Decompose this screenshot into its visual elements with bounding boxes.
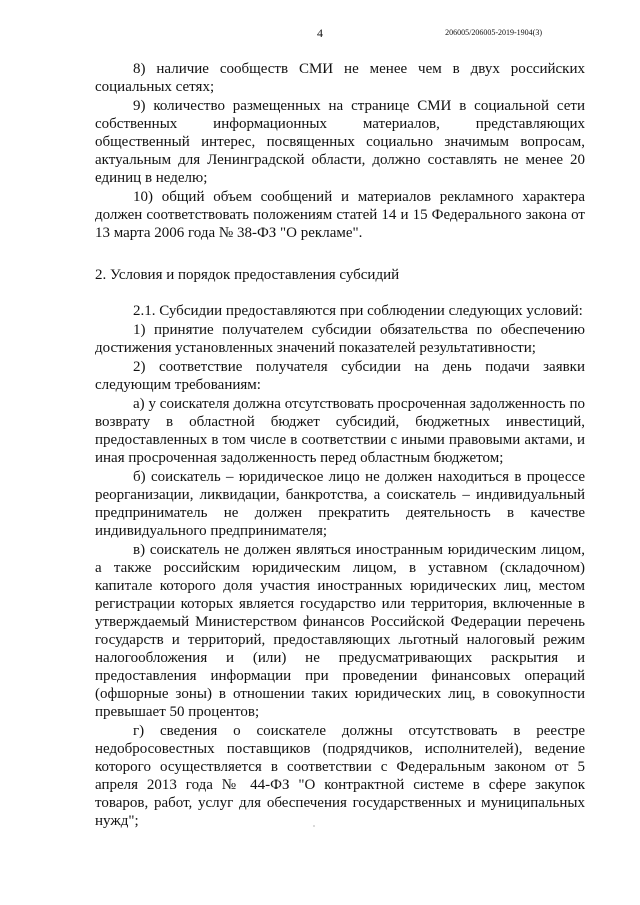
clause-2-1: 2.1. Субсидии предоставляются при соблюдении следующих условий: bbox=[133, 303, 583, 319]
item-10: 10) общий объем сообщений и материалов рекламного характера должен соответствовать положениям статей 14 и 15 Федерального закона от 13 марта 2006 года № 38-ФЗ "О рекламе". bbox=[95, 189, 585, 241]
clause-2-1-item-2: 2) соответствие получателя субсидии на день подачи заявки следующим требованиям: bbox=[95, 359, 585, 393]
subitem-a: а) у соискателя должна отсутствовать просроченная задолженность по возврату в областной бюджет субсидий, бюджетных инвестиций, предоставленных в том числе в соответствии с иными правовыми актами, и иная просроченная задолженность перед областным бюджетом; bbox=[95, 396, 585, 466]
scan-speck bbox=[313, 825, 315, 827]
document-body bbox=[95, 60, 585, 831]
clause-2-1-item-1: 1) принятие получателем субсидии обязательства по обеспечению достижения установленных значений показателей результативности; bbox=[95, 322, 585, 356]
section-2-heading: 2. Условия и порядок предоставления субсидий bbox=[95, 267, 400, 283]
item-9: 9) количество размещенных на странице СМИ в социальной сети собственных информационных материалов, представляющих общественный интерес, посвященных социально значимым вопросам, актуальным для Ленинградской области, должно составлять не менее 20 единиц в неделю; bbox=[95, 98, 585, 186]
item-8: 8) наличие сообществ СМИ не менее чем в двух российских социальных сетях; bbox=[95, 61, 585, 95]
subitem-b: б) соискатель – юридическое лицо не должен находиться в процессе реорганизации, ликвидации, банкротства, а соискатель – индивидуальный предприниматель не должен прекратить деятельность в качестве индивидуального предпринимателя; bbox=[95, 469, 585, 539]
document-code: 206005/206005-2019-1904(3) bbox=[445, 28, 542, 37]
subitem-g: г) сведения о соискателе должны отсутствовать в реестре недобросовестных поставщиков (подрядчиков, исполнителей), ведение которого осуществляется в соответствии с Федеральным законом от 5 апреля 2013 года № 44-ФЗ "О контрактной системе в сфере закупок товаров, работ, услуг для обеспечения государственных и муниципальных нужд"; bbox=[95, 723, 585, 829]
subitem-v: в) соискатель не должен являться иностранным юридическим лицом, а также российским юридическим лицом, в уставном (складочном) капитале которого доля участия иностранных юридических лиц, местом регистрации которых является государство или территория, включенные в утверждаемый Министерством финансов Российской Федерации перечень государств и территорий, предоставляющих льготный налоговый режим налогообложения и (или) не предусматривающих раскрытия и предоставления информации при проведении финансовых операций (офшорные зоны) в отношении таких юридических лиц, в совокупности превышает 50 процентов; bbox=[95, 542, 585, 720]
page-number: 4 bbox=[317, 26, 323, 40]
